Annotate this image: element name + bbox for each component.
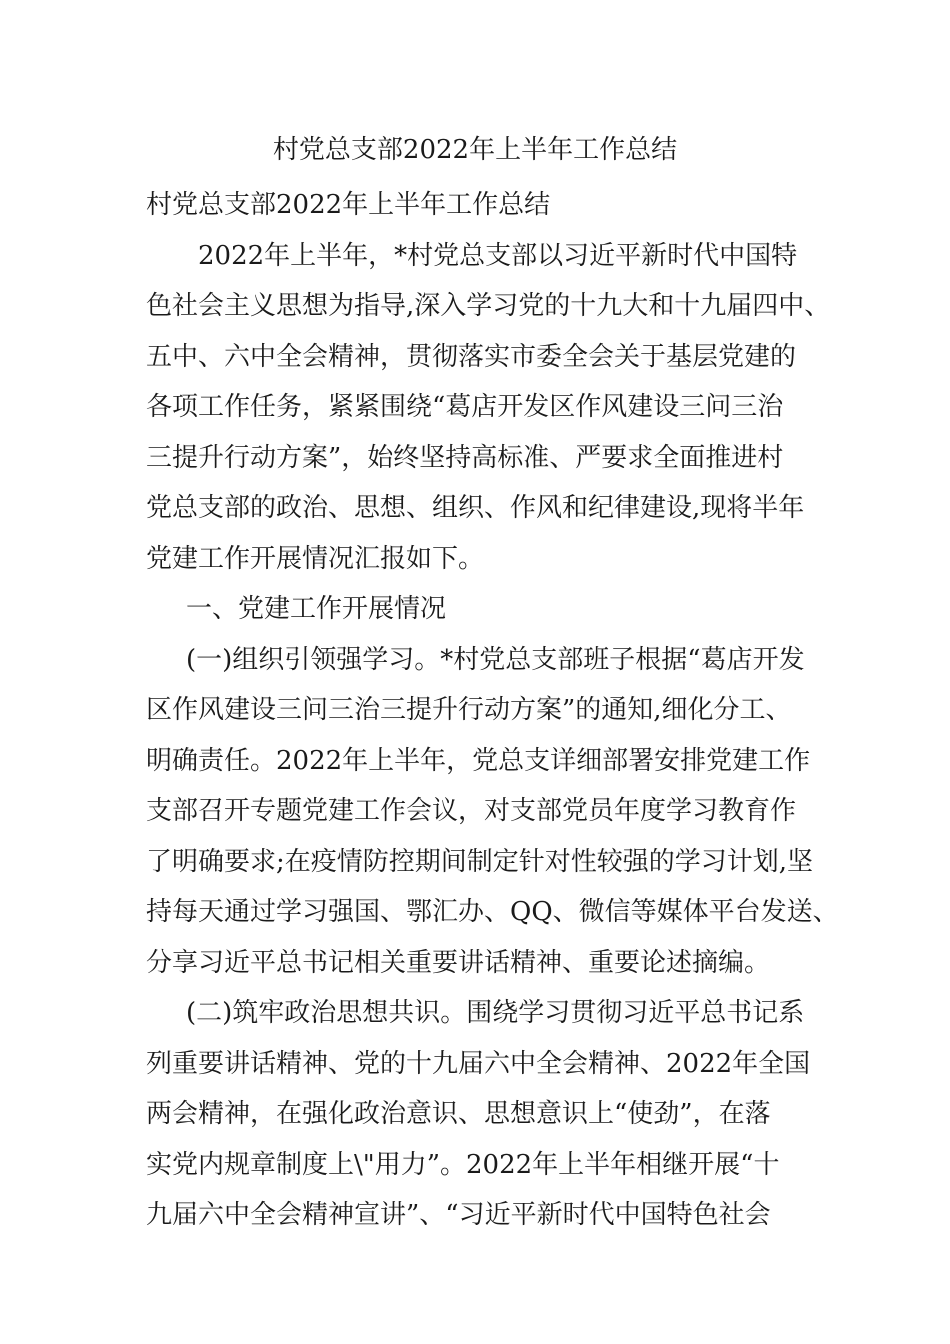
paragraph-two-line: (二)筑牢政治思想共识。围绕学习贯彻习近平总书记系: [186, 998, 805, 1028]
paragraph-one-line: 支部召开专题党建工作会议，对支部党员年度学习教育作: [146, 796, 797, 826]
paragraph-intro-line: 2022年上半年，*村党总支部以习近平新时代中国特: [198, 240, 798, 271]
paragraph-one-line: 分享习近平总书记相关重要讲话精神、重要论述摘编。: [146, 947, 771, 978]
paragraph-intro-line: 各项工作任务，紧紧围绕“葛店开发区作风建设三问三治: [146, 392, 784, 422]
body-heading-line: 村党总支部2022年上半年工作总结: [146, 190, 551, 220]
paragraph-two-line: 九届六中全会精神宣讲”、“习近平新时代中国特色社会: [146, 1200, 771, 1230]
paragraph-intro-line: 色社会主义思想为指导,深入学习党的十九大和十九届四中、: [146, 291, 831, 321]
paragraph-two-line: 两会精神，在强化政治意识、思想意识上“使劲”，在落: [146, 1099, 771, 1129]
paragraph-intro-line: 党建工作开展情况汇报如下。: [146, 543, 485, 574]
paragraph-one-line: (一)组织引领强学习。*村党总支部班子根据“葛店开发: [186, 644, 805, 675]
paragraph-intro-line: 三提升行动方案”，始终坚持高标准、严要求全面推进村: [146, 442, 784, 473]
paragraph-two-line: 列重要讲话精神、党的十九届六中全会精神、2022年全国: [146, 1048, 811, 1079]
paragraph-one-line: 持每天通过学习强国、鄂汇办、QQ、微信等媒体平台发送、: [146, 897, 839, 927]
document-title: 村党总支部2022年上半年工作总结: [272, 135, 678, 165]
paragraph-one-line: 明确责任。2022年上半年，党总支详细部署安排党建工作: [146, 745, 811, 776]
paragraph-one-line: 了明确要求;在疫情防控期间制定针对性较强的学习计划,坚: [146, 846, 814, 877]
paragraph-intro-line: 五中、六中全会精神，贯彻落实市委全会关于基层党建的: [146, 341, 797, 372]
paragraph-two-line: 实党内规章制度上\"用力”。2022年上半年相继开展“十: [146, 1149, 780, 1180]
paragraph-one-line: 区作风建设三问三治三提升行动方案”的通知,细化分工、: [146, 695, 792, 725]
paragraph-intro-line: 党总支部的政治、思想、组织、作风和纪律建设,现将半年: [146, 493, 805, 523]
document-body: [146, 180, 839, 1241]
section-heading: 一、党建工作开展情况: [186, 594, 447, 624]
